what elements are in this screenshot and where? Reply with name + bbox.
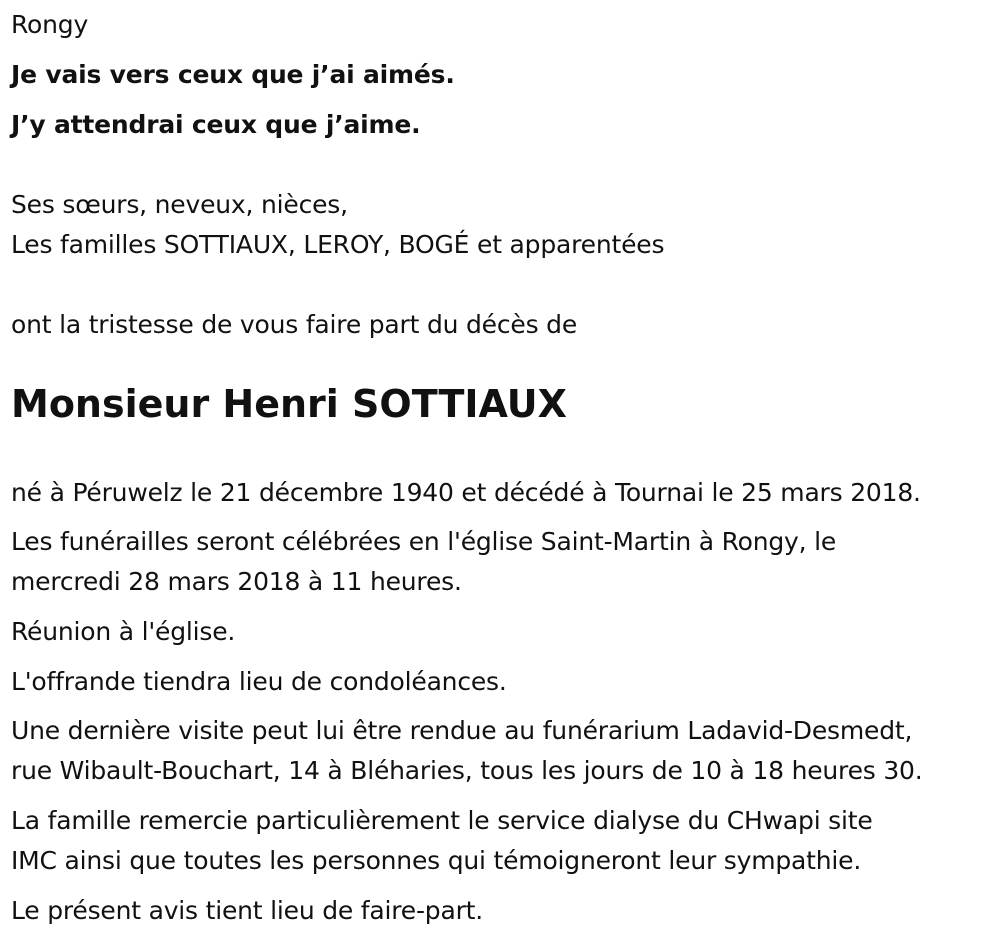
- family-line-1: Ses sœurs, neveux, nièces,: [11, 190, 348, 219]
- visit-line-1: Une dernière visite peut lui être rendue au funérarium Ladavid-Desmedt,: [11, 716, 913, 745]
- thanks-line-1: La famille remercie particulièrement le service dialyse du CHwapi site: [11, 806, 873, 835]
- location-text: Rongy: [11, 10, 89, 39]
- closing-text: Le présent avis tient lieu de faire-part.: [11, 896, 484, 925]
- quote-line-1: Je vais vers ceux que j’ai aimés.: [11, 60, 455, 89]
- deceased-name: Monsieur Henri SOTTIAUX: [11, 382, 567, 426]
- birth-death-text: né à Péruwelz le 21 décembre 1940 et décédé à Tournai le 25 mars 2018.: [11, 478, 921, 507]
- thanks-line-2: IMC ainsi que toutes les personnes qui témoigneront leur sympathie.: [11, 846, 862, 875]
- quote-line-2: J’y attendrai ceux que j’aime.: [11, 110, 421, 139]
- announcement-text: ont la tristesse de vous faire part du décès de: [11, 310, 578, 339]
- family-line-2: Les familles SOTTIAUX, LEROY, BOGÉ et apparentées: [11, 230, 665, 259]
- offering-text: L'offrande tiendra lieu de condoléances.: [11, 667, 507, 696]
- funeral-line-1: Les funérailles seront célébrées en l'église Saint-Martin à Rongy, le: [11, 527, 837, 556]
- visit-line-2: rue Wibault-Bouchart, 14 à Bléharies, tous les jours de 10 à 18 heures 30.: [11, 756, 923, 785]
- meeting-text: Réunion à l'église.: [11, 617, 236, 646]
- funeral-line-2: mercredi 28 mars 2018 à 11 heures.: [11, 567, 462, 596]
